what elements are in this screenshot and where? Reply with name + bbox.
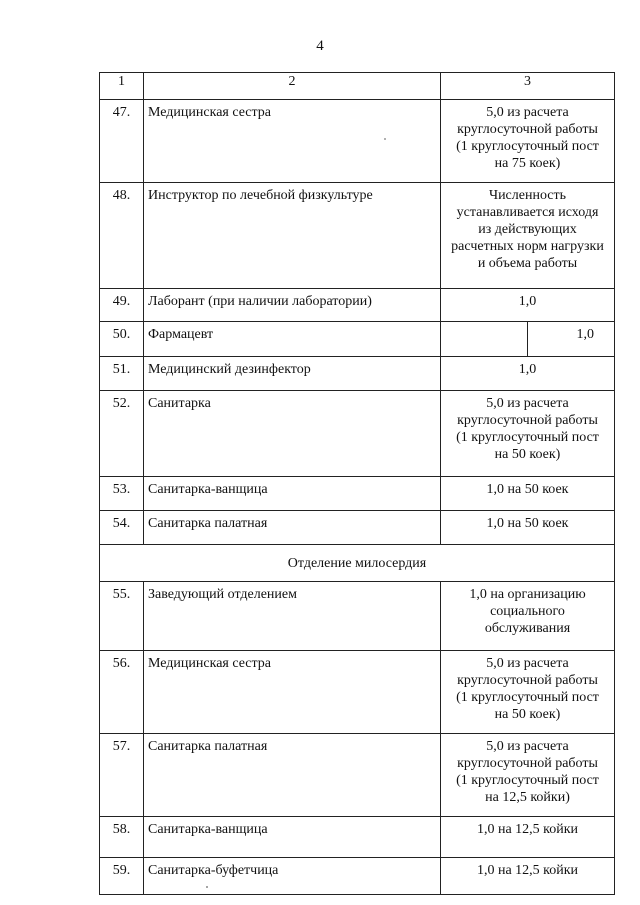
row-number: 47. (100, 100, 144, 183)
row-number: 51. (100, 357, 144, 391)
position-name: Медицинская сестра (144, 100, 441, 183)
table-row (100, 357, 615, 391)
row-number: 50. (100, 322, 144, 357)
row-number: 52. (100, 391, 144, 477)
row-number: 58. (100, 817, 144, 858)
empty-cell (441, 322, 528, 357)
table-row (100, 582, 615, 651)
staff-count: Численность устанавливается исходя из действующих расчетных норм нагрузки и объема работы (441, 183, 615, 289)
table-row (100, 817, 615, 858)
row-number: 53. (100, 477, 144, 511)
staff-count: 1,0 (441, 357, 615, 391)
staff-count: 5,0 из расчета круглосуточной работы (1 круглосуточный пост на 12,5 койки) (441, 734, 615, 817)
position-name: Фармацевт (144, 322, 441, 357)
position-name: Инструктор по лечебной физкультуре (144, 183, 441, 289)
position-name: Санитарка-ванщица (144, 817, 441, 858)
header-col-1: 1 (100, 73, 144, 100)
table-row (100, 511, 615, 545)
page-number: 4 (316, 38, 324, 54)
scan-speck (384, 138, 386, 140)
position-name: Медицинская сестра (144, 651, 441, 734)
header-col-2: 2 (144, 73, 441, 100)
position-name: Санитарка палатная (144, 734, 441, 817)
table-row (100, 322, 615, 357)
staff-count: 1,0 (528, 322, 615, 357)
staff-count: 1,0 на 50 коек (441, 511, 615, 545)
section-title: Отделение милосердия (100, 545, 615, 582)
staff-count: 1,0 на организацию социального обслуживания (441, 582, 615, 651)
position-name: Санитарка-буфетчица (144, 858, 441, 895)
position-name: Заведующий отделением (144, 582, 441, 651)
staff-count: 5,0 из расчета круглосуточной работы (1 круглосуточный пост на 50 коек) (441, 651, 615, 734)
row-number: 48. (100, 183, 144, 289)
staff-count: 5,0 из расчета круглосуточной работы (1 круглосуточный пост на 75 коек) (441, 100, 615, 183)
position-name: Санитарка-ванщица (144, 477, 441, 511)
row-number: 54. (100, 511, 144, 545)
position-name: Медицинский дезинфектор (144, 357, 441, 391)
position-name: Санитарка палатная (144, 511, 441, 545)
table-row (100, 858, 615, 895)
table-row (100, 289, 615, 322)
table-header-row (100, 73, 615, 100)
table-row (100, 183, 615, 289)
table-row (100, 651, 615, 734)
section-header-row (100, 545, 615, 582)
staff-count: 1,0 на 12,5 койки (441, 817, 615, 858)
header-col-3: 3 (441, 73, 615, 100)
staff-count: 1,0 на 12,5 койки (441, 858, 615, 895)
staff-count: 1,0 на 50 коек (441, 477, 615, 511)
row-number: 57. (100, 734, 144, 817)
row-number: 56. (100, 651, 144, 734)
table-row (100, 100, 615, 183)
table-row (100, 477, 615, 511)
position-name: Санитарка (144, 391, 441, 477)
staff-count: 5,0 из расчета круглосуточной работы (1 круглосуточный пост на 50 коек) (441, 391, 615, 477)
table-row (100, 391, 615, 477)
staffing-table (99, 72, 615, 895)
staff-count: 1,0 (441, 289, 615, 322)
row-number: 49. (100, 289, 144, 322)
row-number: 59. (100, 858, 144, 895)
table-row (100, 734, 615, 817)
scan-speck (206, 886, 208, 888)
position-name: Лаборант (при наличии лаборатории) (144, 289, 441, 322)
row-number: 55. (100, 582, 144, 651)
